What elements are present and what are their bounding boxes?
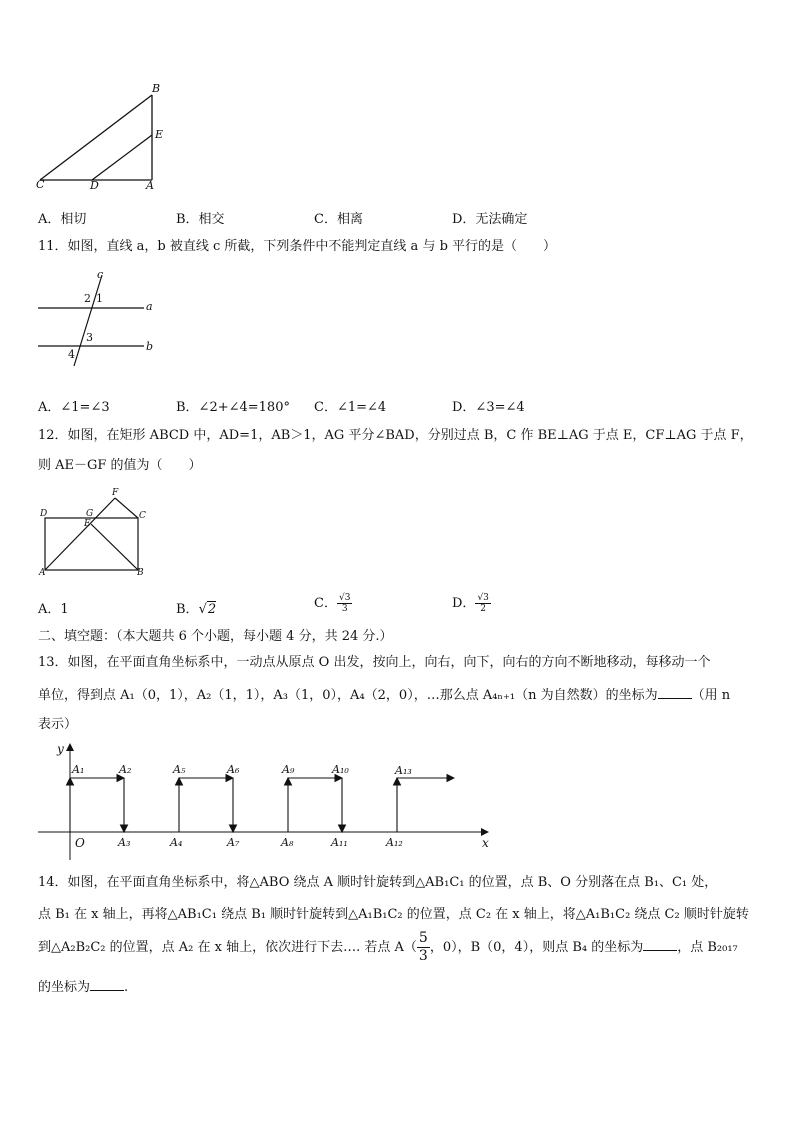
q13-label-top-6: A₁₃ xyxy=(395,764,412,777)
q13-label-top-0: A₁ xyxy=(72,763,85,776)
q13-label-bottom-4: A₁₁ xyxy=(331,836,348,849)
q10-figure xyxy=(30,80,170,195)
q14-answer-blank-1[interactable] xyxy=(643,938,677,951)
q10-option-a: A．相切 xyxy=(38,212,87,227)
q12-label-F: F xyxy=(112,488,119,498)
q14-line1: 14．如图，在平面直角坐标系中，将△ABO 绕点 A 顺时针旋转到△AB₁C₁ 的位置，点 B、O 分别落在点 B₁、C₁ 处， xyxy=(38,875,718,890)
line-c xyxy=(74,275,102,366)
q11-label-b: b xyxy=(146,340,154,353)
q12-option-b: B．√2 xyxy=(176,602,217,617)
q12-label-C: C xyxy=(139,511,146,521)
q13-answer-blank[interactable] xyxy=(658,686,692,699)
q11-label-1: 1 xyxy=(96,292,103,305)
line-BE xyxy=(91,524,138,570)
q10-label-D: D xyxy=(90,179,99,192)
q11-label-2: 2 xyxy=(84,292,91,305)
q12-option-a: A．1 xyxy=(38,602,69,617)
q10-option-d: D．无法确定 xyxy=(452,212,528,227)
q11-label-c: c xyxy=(97,268,104,281)
q13-label-top-4: A₉ xyxy=(282,763,295,776)
q10-label-A: A xyxy=(146,179,154,192)
q13-label-top-5: A₁₀ xyxy=(332,763,349,776)
q11-figure xyxy=(36,268,161,380)
q10-option-c: C．相离 xyxy=(314,212,363,227)
q13-label-bottom-1: A₄ xyxy=(170,836,183,849)
q13-label-bottom-3: A₈ xyxy=(281,836,294,849)
q13-label-top-3: A₆ xyxy=(227,763,240,776)
q10-label-C: C xyxy=(36,178,45,191)
q12-stem-line1: 12．如图，在矩形 ABCD 中，AD=1，AB＞1，AG 平分∠BAD，分别过点 B，C 作 BE⊥AG 于点 E，CF⊥AG 于点 F， xyxy=(38,428,753,443)
q11-option-c: C．∠1=∠4 xyxy=(314,400,387,415)
q11-label-a: a xyxy=(146,300,153,313)
q14-fraction: $\frac{5}{3}$ xyxy=(418,930,428,964)
q13-line3: 表示） xyxy=(38,717,78,732)
q13-label-bottom-0: A₃ xyxy=(118,836,131,849)
q14-line2: 点 B₁ 在 x 轴上，再将△AB₁C₁ 绕点 B₁ 顺时针旋转到△A₁B₁C₂ 的位置，点 C₂ 在 x 轴上，将△A₁B₁C₂ 绕点 C₂ 顺时针旋转 xyxy=(38,907,749,922)
q14-line3: 到△A₂B₂C₂ 的位置，点 A₂ 在 x 轴上，依次进行下去…. 若点 A（ $\frac{5}{3}$ ，0），B（0，4），则点 B₄ 的坐标为 ，点 B₂₀₁₇ xyxy=(38,930,738,964)
q11-option-a: A．∠1=∠3 xyxy=(38,400,110,415)
q12-option-c: C． $\frac{√3}{3}$ xyxy=(314,593,351,614)
q10-label-B: B xyxy=(152,82,161,95)
q13-label-bottom-5: A₁₂ xyxy=(386,836,403,849)
q12-label-D: D xyxy=(40,509,48,519)
q13-label-bottom-2: A₇ xyxy=(227,836,240,849)
q13-label-O: O xyxy=(75,836,85,850)
section-header-fill-blank: 二、填空题：（本大题共 6 个小题，每小题 4 分，共 24 分.） xyxy=(38,629,393,644)
q11-stem: 11．如图，直线 a，b 被直线 c 所截，下列条件中不能判定直线 a 与 b 平行的是（ ） xyxy=(38,239,557,254)
q12-option-b-radicand: 2 xyxy=(207,602,217,617)
q12-stem-line2: 则 AE－GF 的值为（ ） xyxy=(38,458,202,473)
q10-option-b: B．相交 xyxy=(176,212,225,227)
q13-label-y: y xyxy=(57,742,64,756)
q12-label-A: A xyxy=(39,568,46,578)
q11-label-4: 4 xyxy=(68,348,75,361)
line-CF xyxy=(115,498,138,518)
line-DE xyxy=(92,135,152,180)
q12-label-G: G xyxy=(86,509,94,519)
q11-option-d: D．∠3=∠4 xyxy=(452,400,525,415)
q13-figure xyxy=(34,738,494,866)
q11-option-b: B．∠2+∠4=180° xyxy=(176,400,290,415)
rect-ABCD xyxy=(45,518,138,570)
q13-label-top-1: A₂ xyxy=(119,763,132,776)
q13-label-x: x xyxy=(482,836,489,850)
q12-option-d: D． $\frac{√3}{2}$ xyxy=(452,593,489,614)
line-AG xyxy=(45,498,115,570)
q13-label-top-2: A₅ xyxy=(173,763,186,776)
q14-answer-blank-2[interactable] xyxy=(90,978,124,991)
q13-line1: 13．如图，在平面直角坐标系中，一动点从原点 O 出发，按向上，向右，向下，向右的方向不断地移动，每移动一个 xyxy=(38,655,711,670)
q13-line2: 单位，得到点 A₁（0，1），A₂（1，1），A₃（1，0），A₄（2，0），…那么点 A₄ₙ₊₁（n 为自然数）的坐标为 （用 n xyxy=(38,688,731,703)
q10-label-E: E xyxy=(155,128,164,141)
q12-label-B: B xyxy=(137,568,144,578)
q12-label-E: E xyxy=(84,519,91,529)
line-CB xyxy=(40,95,152,180)
q14-line4: 的坐标为 . xyxy=(38,980,129,995)
q11-label-3: 3 xyxy=(86,331,93,344)
